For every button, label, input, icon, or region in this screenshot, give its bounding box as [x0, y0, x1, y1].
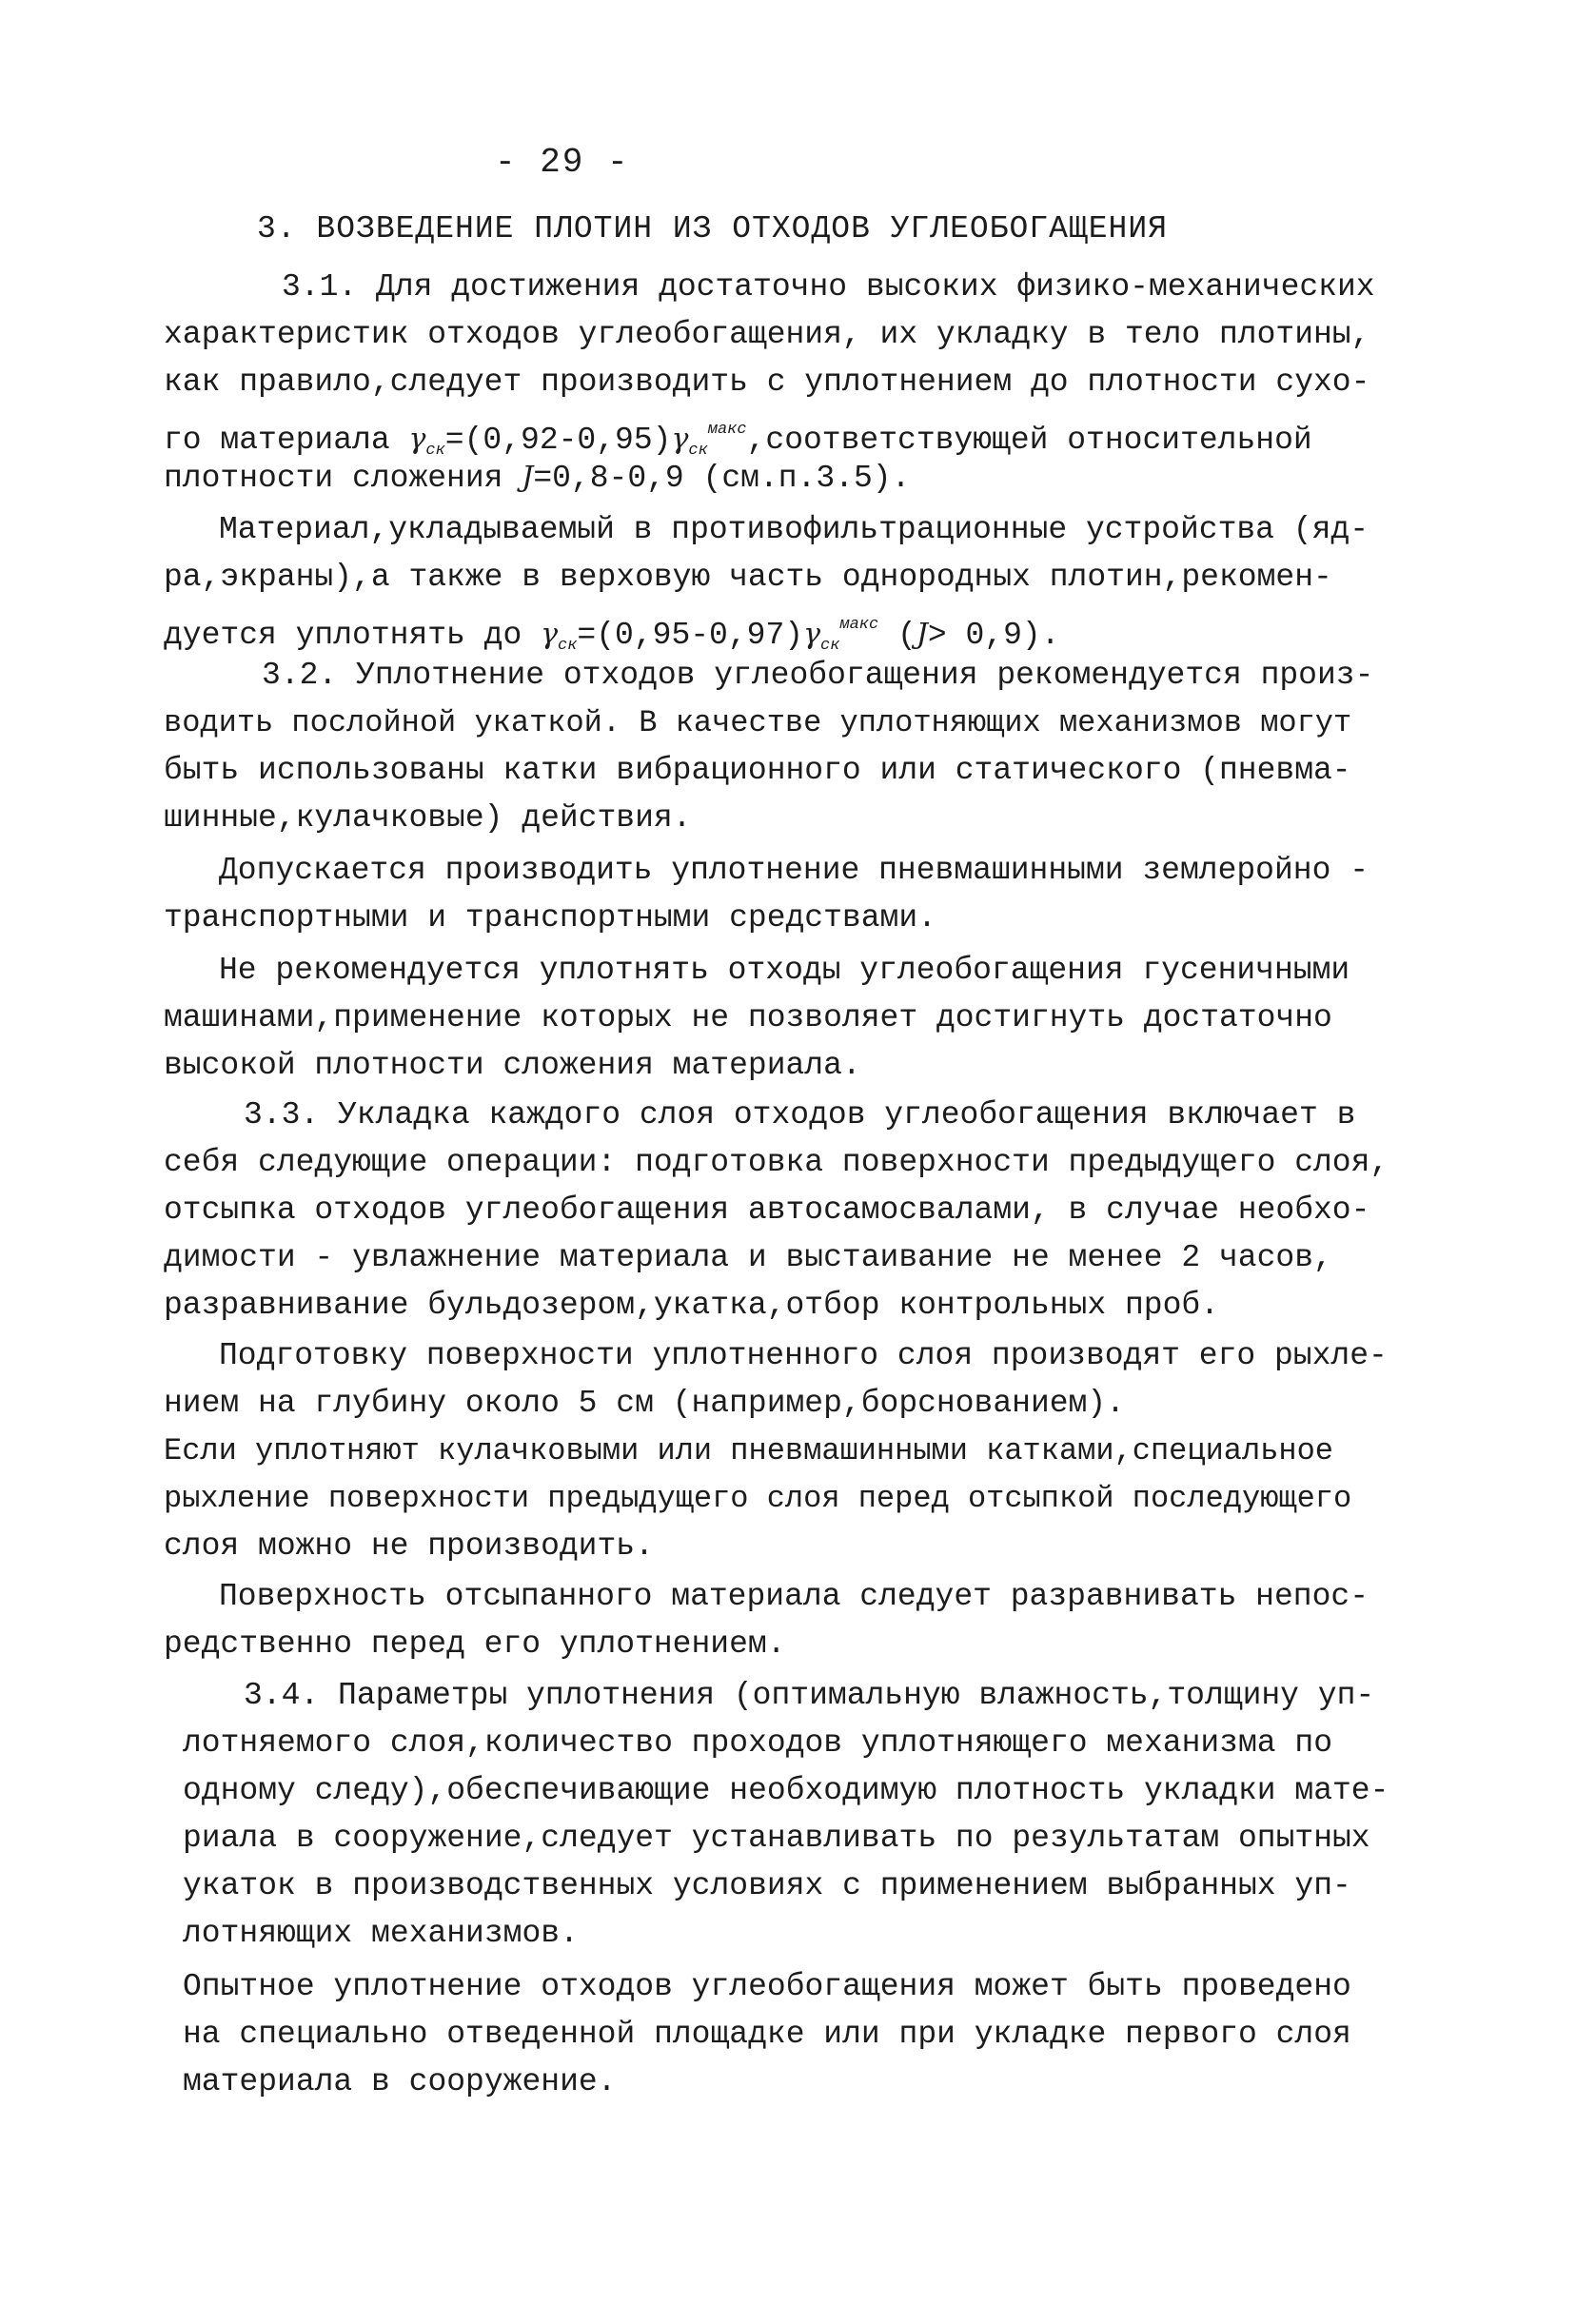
gamma-sk-symbol: $\gamma_{ск}$ [541, 618, 578, 655]
gamma-sk-max-symbol: $\gamma_{ск}^{макс}$ [671, 421, 747, 460]
text-fragment: го материала [164, 423, 390, 458]
text-line: 3.3. Укладка каждого слоя отходов углеобогащения включает в [244, 1097, 1356, 1133]
text-line: 3.2. Уплотнение отходов углеобогащения рекомендуется произ- [262, 658, 1374, 693]
gamma-sk-symbol: $\gamma_{ск}$ [408, 423, 445, 460]
text-line: редственно перед его уплотнением. [164, 1626, 786, 1662]
text-line: Опытное уплотнение отходов углеобогащения может быть проведено [183, 1969, 1351, 2004]
text-line: себя следующие операции: подготовка поверхности предыдущего слоя, [164, 1145, 1389, 1180]
text-line: Если уплотняют кулачковыми или пневмашинными катками,специальное [164, 1433, 1333, 1468]
text-fragment: дуется уплотнять до [164, 618, 522, 653]
text-line: водить послойной укаткой. В качестве уплотняющих механизмов могут [164, 705, 1352, 740]
gamma-sk-max-symbol: $\gamma_{ск}^{макс}$ [803, 616, 879, 655]
text-line: нием на глубину около 5 см (например,борснованием). [164, 1386, 1125, 1421]
section-heading: 3. ВОЗВЕДЕНИЕ ПЛОТИН ИЗ ОТХОДОВ УГЛЕОБОГАЩЕНИЯ [257, 211, 1168, 246]
text-line: Допускается производить уплотнение пневмашинными землеройно - [219, 853, 1369, 888]
text-line: Поверхность отсыпанного материала следует разравнивать непос- [219, 1579, 1369, 1614]
formula-line [164, 459, 910, 498]
text-line: одному следу),обеспечивающие необходимую плотность укладки мате- [183, 1773, 1389, 1808]
text-line: высокой плотности сложения материала. [164, 1048, 861, 1083]
text-line: лотняемого слоя,количество проходов уплотняющего механизма по [183, 1725, 1332, 1761]
text-fragment: =(0,95-0,97) [577, 618, 804, 653]
page-number: - 29 - [495, 143, 630, 182]
text-line: Материал,укладываемый в противофильтрационные устройства (яд- [219, 512, 1369, 547]
text-line: характеристик отходов углеобогащения, их укладку в тело плотины, [164, 317, 1370, 352]
text-line: транспортными и транспортными средствами. [164, 900, 936, 936]
text-line: отсыпка отходов углеобогащения автосамосвалами, в случае необхо- [164, 1192, 1370, 1228]
text-line: машинами,применение которых не позволяет достигнуть достаточно [164, 1000, 1332, 1035]
paren-fragment: ( [897, 618, 916, 653]
text-line: риала в сооружение,следует устанавливать по результатам опытных [183, 1821, 1370, 1856]
text-line: лотняющих механизмов. [183, 1916, 579, 1951]
text-line: шинные,кулачковые) действия. [164, 800, 692, 836]
text-fragment: плотности сложения [164, 461, 503, 496]
text-line: быть использованы катки вибрационного или статического (пневма- [164, 753, 1351, 788]
text-fragment: > 0,9). [927, 618, 1060, 653]
text-line: разравнивание бульдозером,укатка,отбор контрольных проб. [164, 1288, 1219, 1323]
relative-density-symbol: J [916, 618, 928, 651]
text-line: ра,экраны),а также в верховую часть однородных плотин,рекомен- [164, 560, 1332, 595]
text-line: слоя можно не производить. [164, 1528, 654, 1564]
text-fragment: =(0,92-0,95) [444, 423, 672, 458]
relative-density-symbol: J [522, 461, 534, 494]
text-line: рыхление поверхности предыдущего слоя перед отсыпкой последующего [164, 1481, 1352, 1516]
text-line: 3.1. Для достижения достаточно высоких физико-механических [282, 269, 1375, 305]
text-line: Не рекомендуется уплотнять отходы углеобогащения гусеничными [219, 953, 1350, 988]
text-fragment: ,соответствующей относительной [746, 423, 1312, 458]
text-line: Подготовку поверхности уплотненного слоя производят его рыхле- [219, 1338, 1388, 1373]
text-line: на специально отведенной площадке или при укладке первого слоя [183, 2017, 1351, 2052]
text-line: укаток в производственных условиях с применением выбранных уп- [183, 1868, 1351, 1903]
text-line: материала в сооружение. [183, 2064, 617, 2099]
text-line: димости - увлажнение материала и выстаивание не менее 2 часов, [164, 1240, 1332, 1275]
text-line: как правило,следует производить с уплотнением до плотности сухо- [164, 364, 1370, 400]
text-line: 3.4. Параметры уплотнения (оптимальную влажность,толщину уп- [244, 1678, 1375, 1713]
text-fragment: =0,8-0,9 (см.п.3.5). [533, 461, 911, 496]
